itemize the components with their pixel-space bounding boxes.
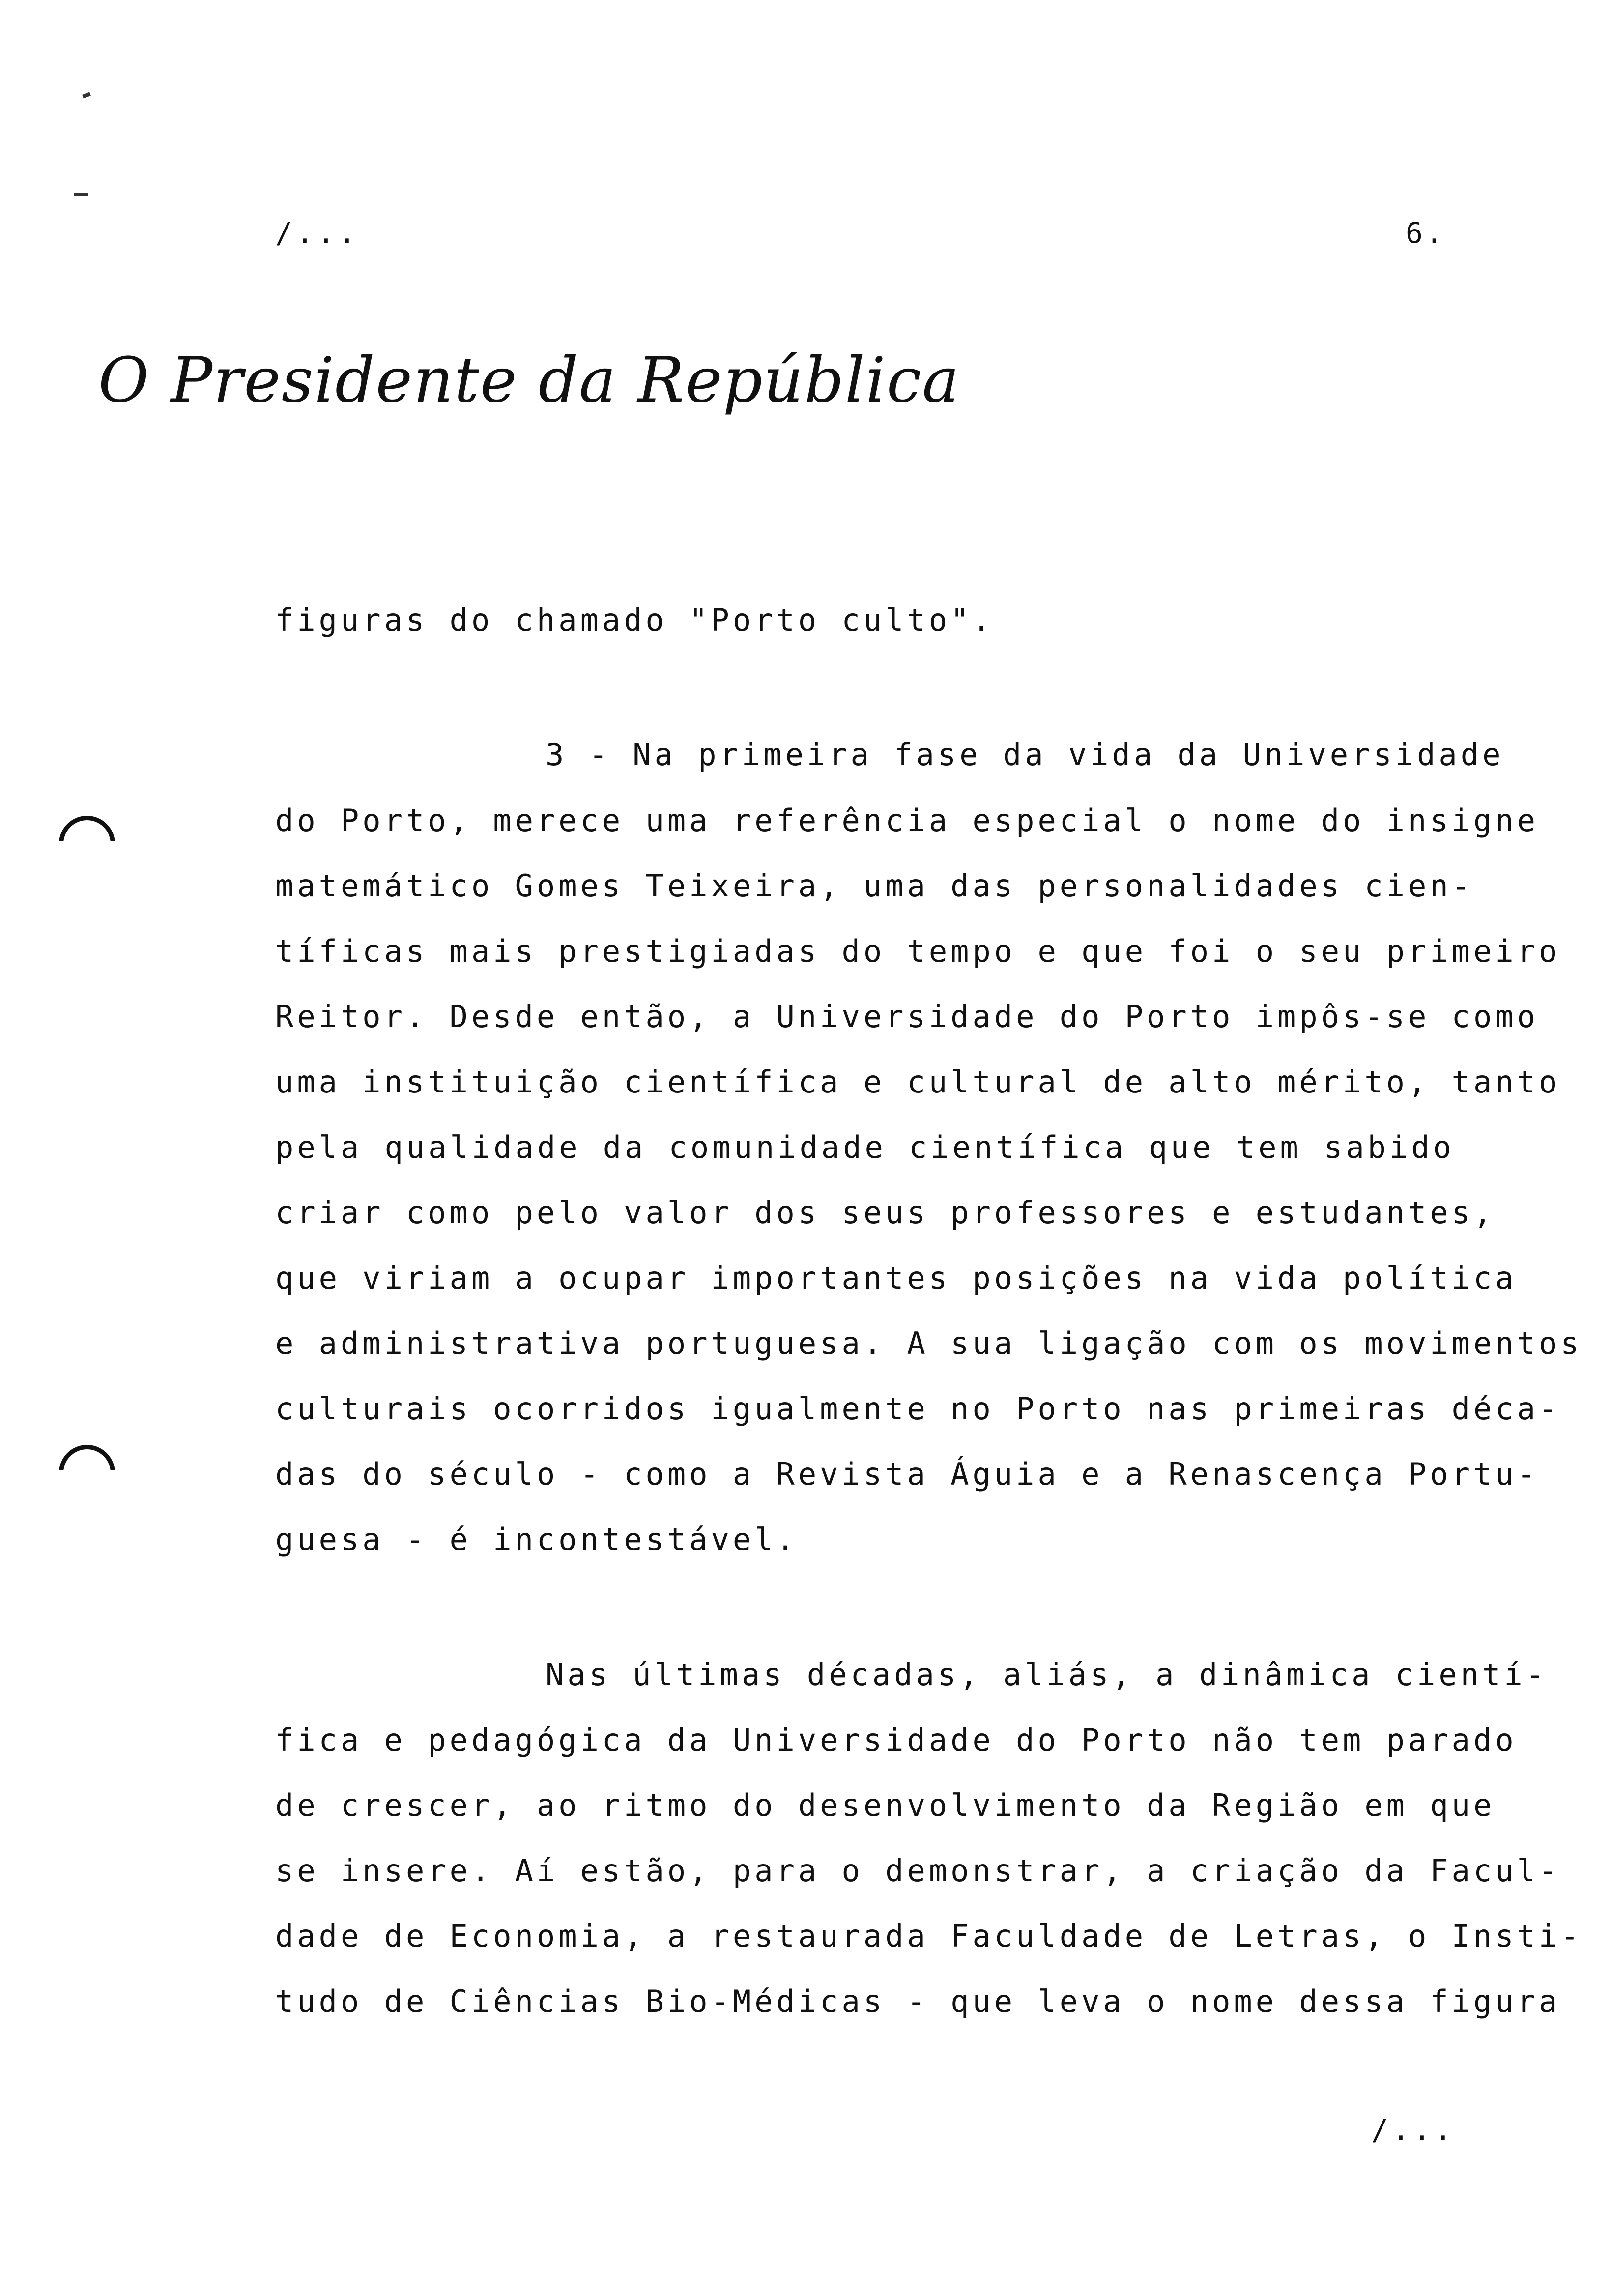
body-line: tudo de Ciências Bio-Médicas - que leva o nome dessa figura: [275, 1983, 1561, 2019]
scan-mark: [82, 92, 91, 99]
letterhead-title: O Presidente da República: [98, 344, 960, 416]
punch-hole-bottom: [59, 1445, 115, 1501]
body-line: culturais ocorridos igualmente no Porto nas primeiras déca-: [275, 1391, 1561, 1427]
body-line: Reitor. Desde então, a Universidade do Porto impôs-se como: [275, 999, 1539, 1034]
body-line: matemático Gomes Teixeira, uma das personalidades cien-: [275, 868, 1473, 904]
page-number: 6.: [1406, 216, 1446, 250]
body-line: dade de Economia, a restaurada Faculdade de Letras, o Insti-: [275, 1918, 1583, 1954]
body-line: e administrativa portuguesa. A sua ligação com os movimentos: [275, 1325, 1583, 1361]
body-line: do Porto, merece uma referência especial o nome do insigne: [275, 803, 1539, 838]
body-line: das do século - como a Revista Águia e a Renascença Portu-: [275, 1456, 1539, 1492]
body-line: figuras do chamado "Porto culto".: [275, 602, 994, 638]
body-line: de crescer, ao ritmo do desenvolvimento da Região em que: [275, 1787, 1496, 1823]
body-line: fica e pedagógica da Universidade do Porto não tem parado: [275, 1722, 1517, 1758]
body-line: pela qualidade da comunidade científica que tem sabido: [275, 1129, 1455, 1165]
body-line: uma instituição científica e cultural de alto mérito, tanto: [275, 1064, 1561, 1100]
body-line: se insere. Aí estão, para o demonstrar, a criação da Facul-: [275, 1853, 1561, 1889]
body-line: 3 - Na primeira fase da vida da Universidade: [546, 737, 1504, 773]
body-line: criar como pelo valor dos seus professores e estudantes,: [275, 1195, 1496, 1231]
continuation-mark-top: /...: [275, 216, 360, 250]
punch-hole-top: [59, 816, 115, 872]
body-line: que viriam a ocupar importantes posições na vida política: [275, 1260, 1517, 1296]
body-line: Nas últimas décadas, aliás, a dinâmica cientí-: [546, 1657, 1548, 1693]
scan-mark: [74, 193, 88, 196]
body-line: guesa - é incontestável.: [275, 1521, 798, 1557]
body-line: tíficas mais prestigiadas do tempo e que foi o seu primeiro: [275, 933, 1561, 969]
continuation-mark-bottom: /...: [1371, 2113, 1456, 2147]
